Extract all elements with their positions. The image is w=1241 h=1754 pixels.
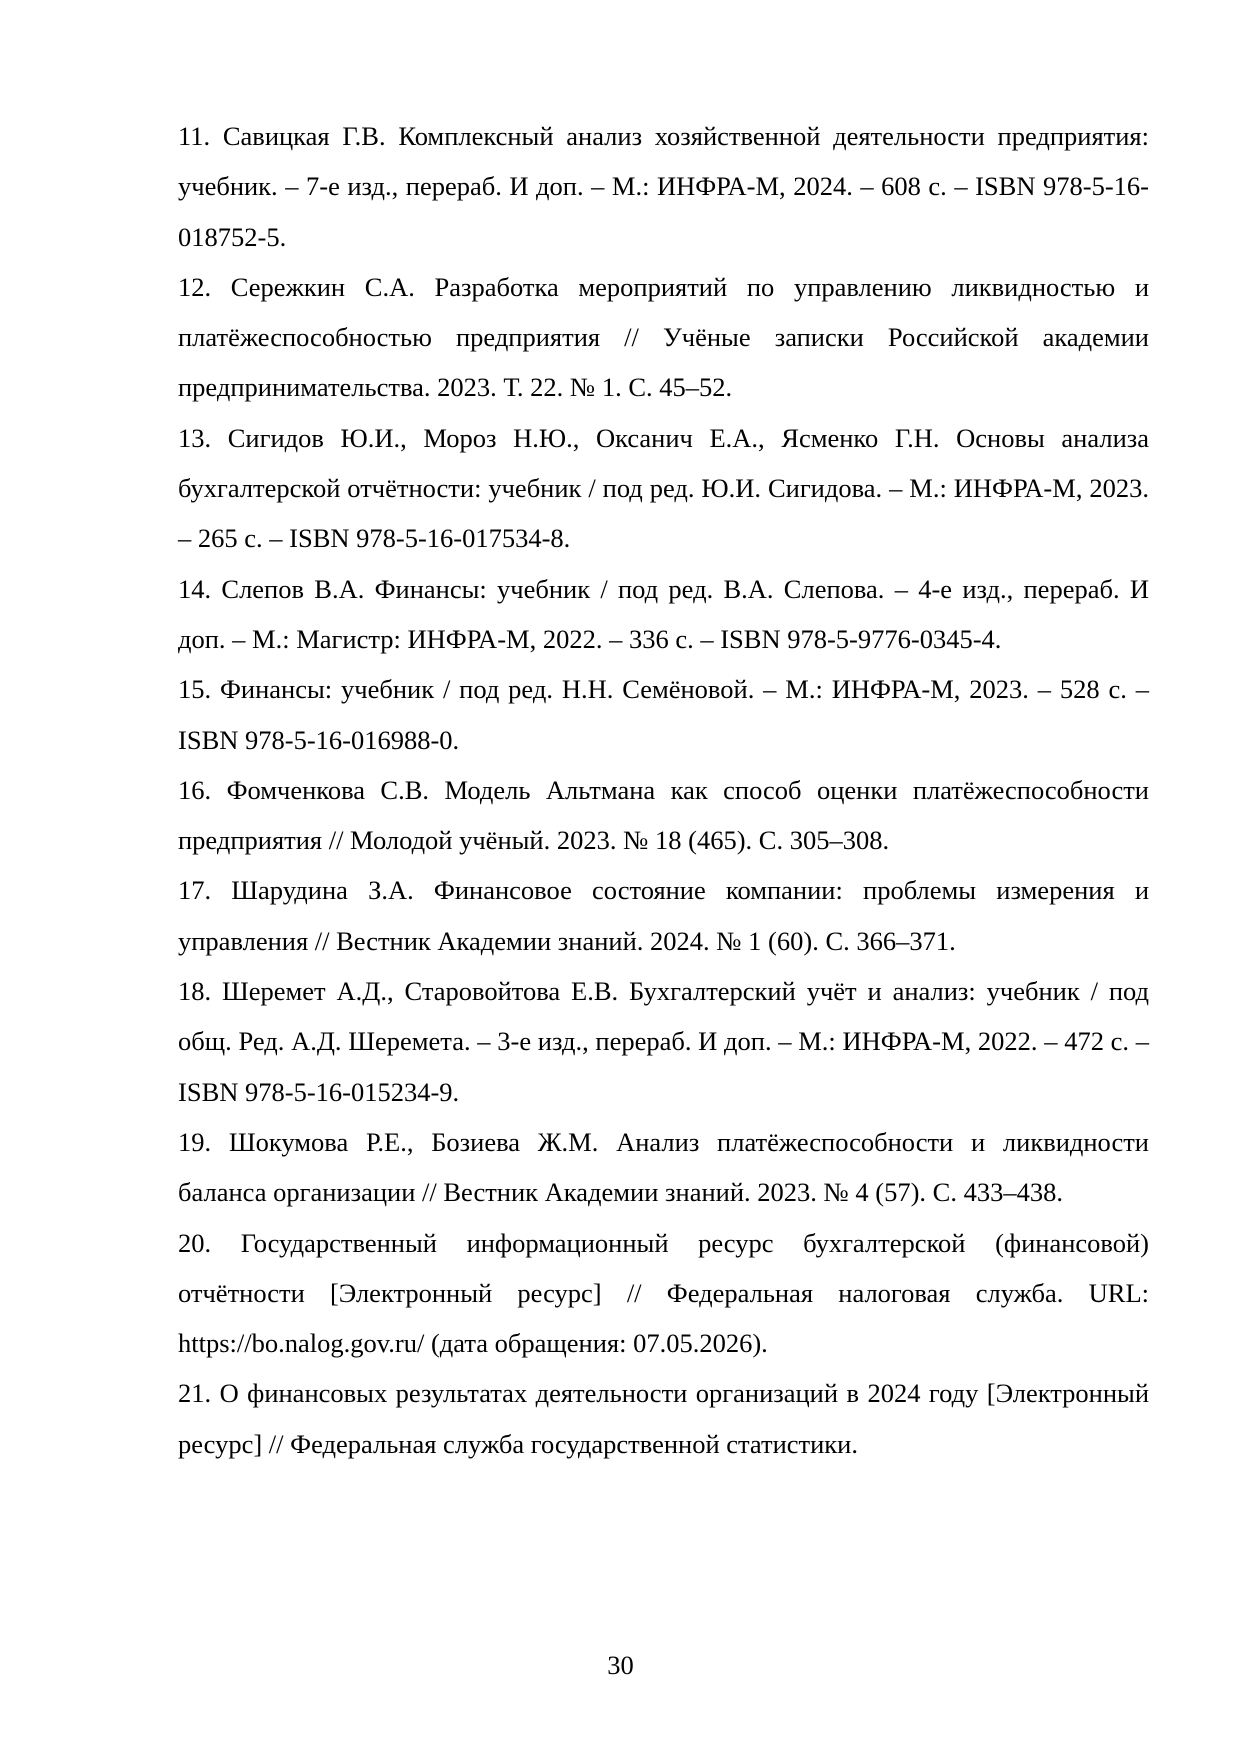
reference-item-17: 17. Шарудина З.А. Финансовое состояние компании: проблемы измерения и управления // Вестник Академии знаний. 2024. № 1 (60). С. 366–371. — [178, 875, 1149, 956]
reference-item-19: 19. Шокумова Р.Е., Бозиева Ж.М. Анализ платёжеспособности и ликвидности баланса организации // Вестник Академии знаний. 2023. № 4 (57). С. 433–438. — [178, 1126, 1149, 1208]
page-number: 30 — [607, 1650, 634, 1680]
reference-item-20: 20. Государственный информационный ресурс бухгалтерской (финансовой) отчётности [Электронный ресурс] // Федеральная налоговая служба. URL: https://bo.nalog.gov.ru/ (дата обращения: 07.05.2026). — [178, 1227, 1149, 1359]
reference-item-18: 18. Шеремет А.Д., Старовойтова Е.В. Бухгалтерский учёт и анализ: учебник / под общ. Ред. А.Д. Шеремета. – 3-е изд., перераб. И доп. – М.: ИНФРА-М, 2022. – 472 с. – ISBN 978-5-16-015234-9. — [178, 976, 1149, 1107]
reference-item-15: 15. Финансы: учебник / под ред. Н.Н. Семёновой. – М.: ИНФРА-М, 2023. – 528 с. – ISBN 978-5-16-016988-0. — [178, 674, 1149, 755]
reference-item-16: 16. Фомченкова С.В. Модель Альтмана как способ оценки платёжеспособности предприятия // Молодой учёный. 2023. № 18 (465). С. 305–308. — [178, 774, 1149, 856]
reference-item-12: 12. Сережкин С.А. Разработка мероприятий по управлению ликвидностью и платёжеспособностью предприятия // Учёные записки Российской академии предпринимательства. 2023. Т. 22. № 1. С. 45–52. — [178, 271, 1149, 403]
reference-list — [178, 111, 1149, 1469]
reference-item-11: 11. Савицкая Г.В. Комплексный анализ хозяйственной деятельности предприятия: учебник. – 7-е изд., перераб. И доп. – М.: ИНФРА-М, 2024. – 608 с. – ISBN 978-5-16-018752-5. — [178, 121, 1149, 252]
reference-item-13: 13. Сигидов Ю.И., Мороз Н.Ю., Оксанич Е.А., Ясменко Г.Н. Основы анализа бухгалтерской отчётности: учебник / под ред. Ю.И. Сигидова. – М.: ИНФРА-М, 2023. – 265 с. – ISBN 978-5-16-017534-8. — [178, 422, 1149, 554]
reference-item-14: 14. Слепов В.А. Финансы: учебник / под ред. В.А. Слепова. – 4-е изд., перераб. И доп. – М.: Магистр: ИНФРА-М, 2022. – 336 с. – ISBN 978-5-9776-0345-4. — [178, 573, 1149, 654]
reference-item-21: 21. О финансовых результатах деятельности организаций в 2024 году [Электронный ресурс] // Федеральная служба государственной статистики. — [178, 1378, 1149, 1459]
